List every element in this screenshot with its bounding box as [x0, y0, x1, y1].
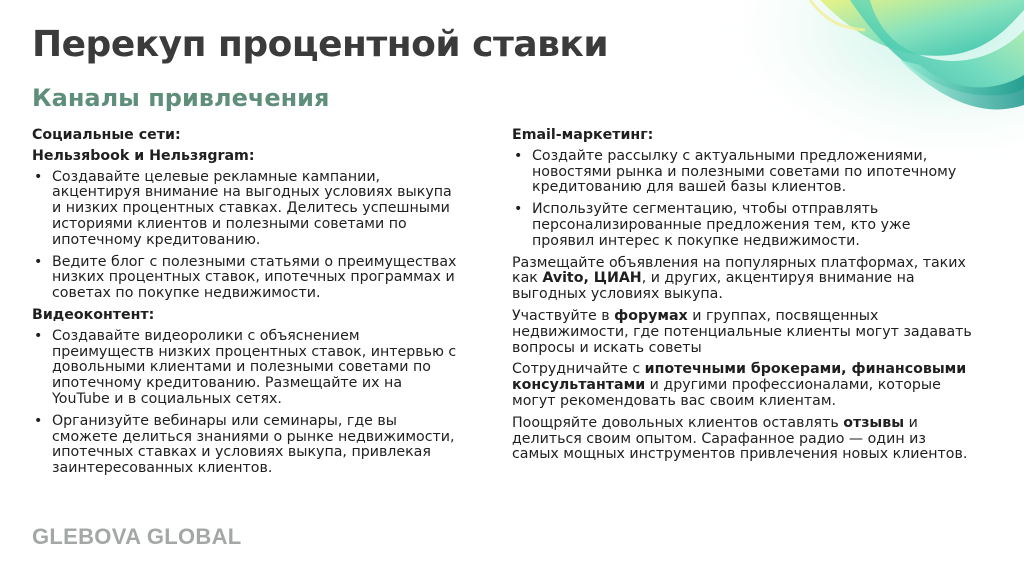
paragraph-emphasis: ипотечными брокерами, финансовыми консультантами: [512, 361, 967, 394]
paragraph-text: и делиться своим опытом. Сарафанное радио — один из самых мощных инструментов привлечения новых клиентов.: [512, 414, 968, 463]
social-networks-heading: Социальные сети:: [32, 127, 181, 143]
list-item-text: Создайте рассылку с актуальными предложениями, новостями рынка и полезными советами по ипотечному кредитованию для вашей базы клиентов.: [532, 147, 957, 196]
list-item-text: Используйте сегментацию, чтобы отправлять персонализированные предложения тем, кто уже проявил интерес к покупке недвижимости.: [532, 201, 911, 249]
social-networks-subheading: Нельзяbook и Нельзяgram:: [32, 147, 255, 164]
paragraph-text: Участвуйте в: [512, 307, 615, 324]
paragraph-text: и другими профессионалами, которые могут рекомендовать вас своим клиентам.: [512, 377, 941, 409]
left-column: [32, 126, 462, 483]
social-networks-list: [32, 170, 462, 302]
brokers-paragraph: [512, 362, 972, 409]
bullet-icon: •: [514, 147, 523, 164]
list-item: [32, 329, 462, 408]
paragraph-emphasis: отзывы: [843, 414, 905, 431]
paragraph-text: Поощряйте довольных клиентов оставлять: [512, 414, 844, 431]
paragraph-emphasis: форумах: [614, 307, 688, 324]
bullet-icon: •: [34, 253, 43, 270]
paragraph-emphasis: Avito, ЦИАН: [542, 270, 642, 287]
email-marketing-list: [512, 149, 972, 250]
bullet-icon: •: [34, 327, 43, 344]
forums-paragraph: [512, 309, 972, 356]
list-item-text: Создавайте целевые рекламные кампании, акцентируя внимание на выгодных условиях выкупа и низких процентных ставках. Делитесь успешными историями клиентов и полезными советами по ипотечному кредитованию.: [52, 168, 452, 248]
list-item: [32, 255, 462, 302]
email-marketing-heading: Email-маркетинг:: [512, 127, 654, 143]
page-title: Перекуп процентной ставки: [32, 24, 609, 65]
paragraph-text: Размещайте объявления на популярных платформах, таких как: [512, 254, 966, 287]
list-item-text: Ведите блог с полезными статьями о преимуществах низких процентных ставок, ипотечных программах и советах по покупке недвижимости.: [52, 253, 457, 302]
paragraph-text: и группах, посвященных недвижимости, где потенциальные клиенты могут задавать вопросы и искать советы: [512, 307, 972, 356]
right-column: [512, 126, 972, 469]
paragraph-text: , и других, акцентируя внимание на выгодных условиях выкупа.: [512, 270, 915, 303]
bullet-icon: •: [34, 168, 43, 185]
list-item: [512, 149, 972, 196]
list-item-text: Организуйте вебинары или семинары, где вы сможете делиться знаниями о рынке недвижимости, ипотечных ставках и условиях выкупа, привлекая заинтересованных клиентов.: [52, 412, 455, 477]
paragraph-text: Сотрудничайте с: [512, 361, 645, 378]
brand-logo-text: GLEBOVA GLOBAL: [32, 524, 242, 549]
video-content-list: [32, 329, 462, 477]
list-item-text: Создавайте видеоролики с объяснением преимуществ низких процентных ставок, интервью с довольными клиентами и полезными советами по ипотечному кредитованию. Размещайте их на YouTube и в социальных сетях.: [52, 327, 457, 407]
list-item: [32, 170, 462, 249]
bullet-icon: •: [514, 201, 523, 218]
bullet-icon: •: [34, 412, 43, 429]
reviews-paragraph: [512, 416, 972, 463]
listings-paragraph: [512, 256, 972, 303]
list-item: [32, 414, 462, 477]
page-subtitle: Каналы привлечения: [32, 84, 330, 112]
video-content-heading: Видеоконтент:: [32, 306, 155, 323]
list-item: [512, 202, 972, 249]
